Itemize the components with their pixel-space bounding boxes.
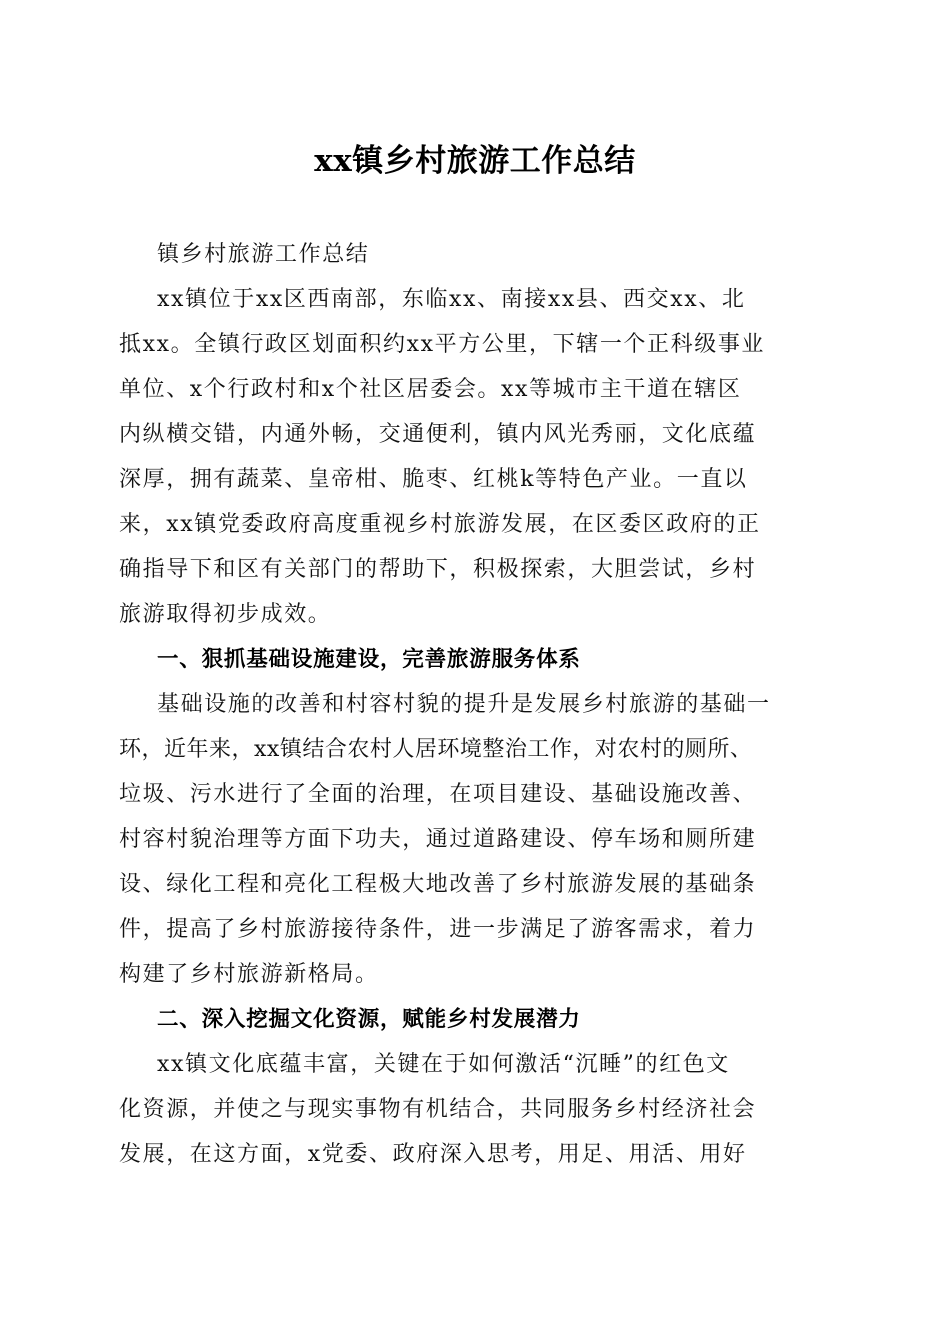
para1-line-5: 深厚，拥有蔬菜、皇帝柑、脆枣、红桃k等特色产业。一直以 (119, 467, 748, 492)
para1-line-6: 来，xx镇党委政府高度重视乡村旅游发展，在区委区政府的正 (119, 512, 761, 537)
para3-line-3: 发展，在这方面，x党委、政府深入思考，用足、用活、用好 (119, 1142, 747, 1167)
para1-line-2: 抵xx。全镇行政区划面积约xx平方公里，下辖一个正科级事业 (119, 332, 766, 357)
document-title: xx镇乡村旅游工作总结 (314, 143, 636, 179)
para2-line-6: 件，提高了乡村旅游接待条件，进一步满足了游客需求，着力 (119, 917, 757, 942)
para3-line-1: xx镇文化底蕴丰富，关键在于如何激活“沉睡”的红色文 (157, 1052, 730, 1077)
para1-line-4: 内纵横交错，内通外畅，交通便利，镇内风光秀丽，文化底蕴 (119, 422, 757, 447)
para3-line-2: 化资源，并使之与现实事物有机结合，共同服务乡村经济社会 (119, 1097, 757, 1122)
section-heading-1: 一、狠抓基础设施建设，完善旅游服务体系 (157, 647, 581, 672)
para2-line-2: 环，近年来，xx镇结合农村人居环境整治工作，对农村的厕所、 (119, 737, 753, 762)
subtitle-line: 镇乡村旅游工作总结 (157, 242, 370, 267)
para2-line-4: 村容村貌治理等方面下功夫，通过道路建设、停车场和厕所建 (119, 827, 757, 852)
para2-line-3: 垃圾、污水进行了全面的治理，在项目建设、基础设施改善、 (119, 782, 757, 807)
para1-line-8: 旅游取得初步成效。 (119, 602, 332, 627)
para1-line-1: xx镇位于xx区西南部，东临xx、南接xx县、西交xx、北 (157, 287, 746, 312)
para2-line-1: 基础设施的改善和村容村貌的提升是发展乡村旅游的基础一 (157, 692, 771, 717)
para2-line-7: 构建了乡村旅游新格局。 (119, 962, 379, 987)
para1-line-3: 单位、x个行政村和x个社区居委会。xx等城市主干道在辖区 (119, 377, 742, 402)
para2-line-5: 设、绿化工程和亮化工程极大地改善了乡村旅游发展的基础条 (119, 872, 757, 897)
para1-line-7: 确指导下和区有关部门的帮助下，积极探索，大胆尝试，乡村 (119, 557, 757, 582)
section-heading-2: 二、深入挖掘文化资源，赋能乡村发展潜力 (157, 1007, 581, 1032)
